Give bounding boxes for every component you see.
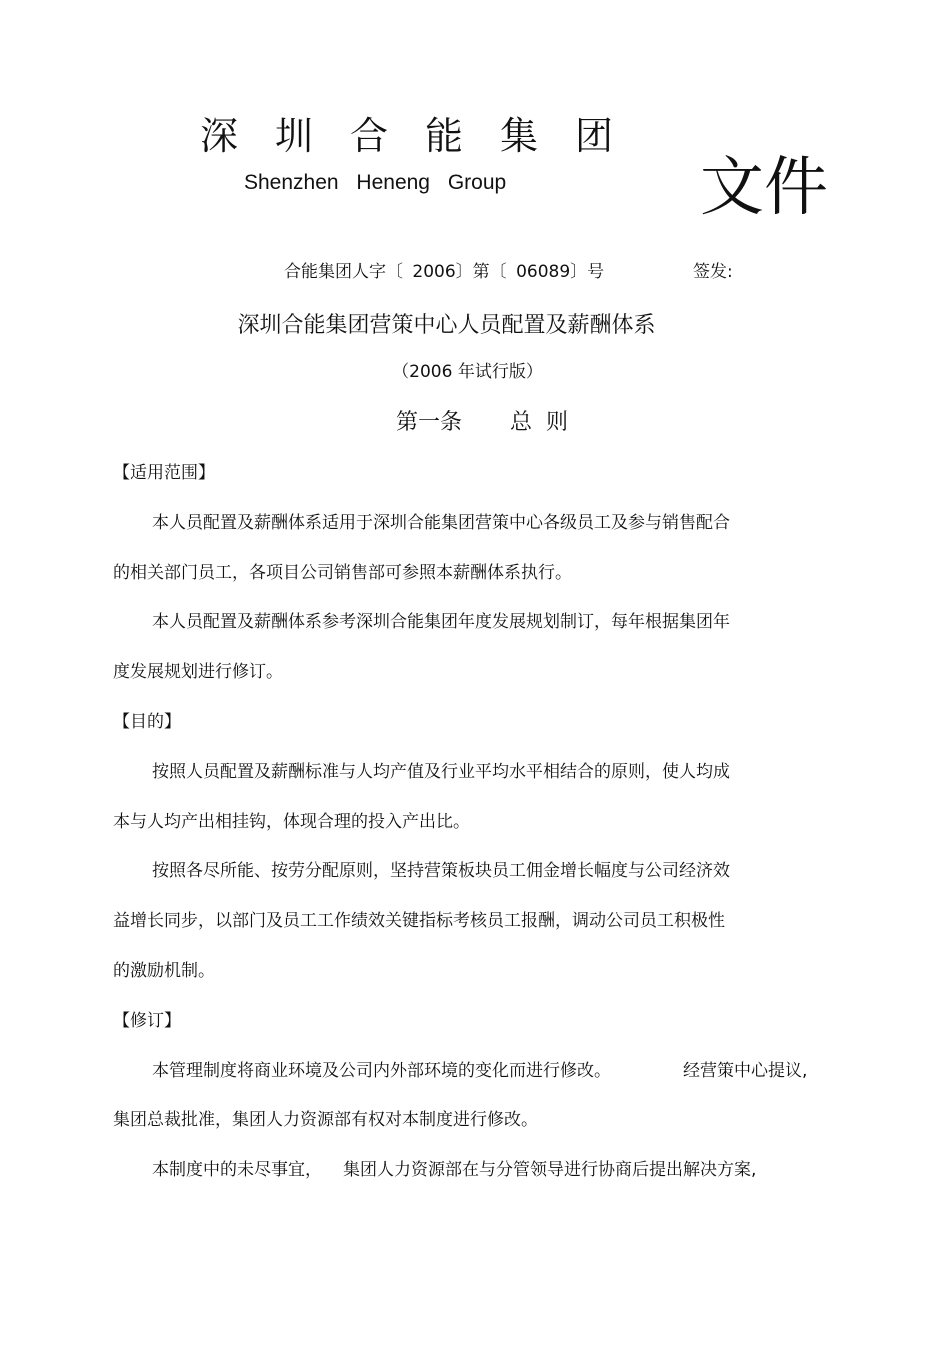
document-type-label: 文件 (700, 151, 828, 225)
paragraph-line: 按照各尽所能、按劳分配原则，坚持营策板块员工佣金增长幅度与公司经济效 (152, 861, 730, 881)
section-heading-scope: 【适用范围】 (113, 463, 215, 483)
chapter-title (396, 408, 568, 438)
document-edition: （2006 年试行版） (392, 362, 543, 382)
paragraph-line: 本与人均产出相挂钩，体现合理的投入产出比。 (113, 812, 470, 832)
paragraph-line: 的相关部门员工，各项目公司销售部可参照本薪酬体系执行。 (113, 563, 572, 583)
paragraph-line-continuation: 集团人力资源部在与分管领导进行协商后提出解决方案, (343, 1160, 757, 1180)
chapter-name-part2: 则 (546, 410, 569, 435)
paragraph-line: 本人员配置及薪酬体系适用于深圳合能集团营策中心各级员工及参与销售配合 (152, 513, 730, 533)
section-heading-revision: 【修订】 (113, 1011, 181, 1031)
signature-label: 签发: (693, 262, 733, 282)
paragraph-line: 本人员配置及薪酬体系参考深圳合能集团年度发展规划制订，每年根据集团年 (152, 612, 730, 632)
paragraph-line: 本制度中的未尽事宜， (152, 1160, 322, 1180)
paragraph-line: 按照人员配置及薪酬标准与人均产值及行业平均水平相结合的原则，使人均成 (152, 762, 730, 782)
company-name-cn: 深圳合能集团 (200, 114, 651, 158)
company-name-en: Shenzhen Heneng Group (244, 171, 507, 194)
document-title: 深圳合能集团营策中心人员配置及薪酬体系 (237, 313, 656, 338)
document-number: 合能集团人字〔 2006〕第〔 06089〕号 (284, 262, 605, 282)
paragraph-line: 本管理制度将商业环境及公司内外部环境的变化而进行修改。 (152, 1061, 611, 1081)
section-heading-purpose: 【目的】 (113, 712, 181, 732)
paragraph-line: 的激励机制。 (113, 961, 215, 981)
chapter-number: 第一条 (396, 410, 463, 435)
paragraph-line: 益增长同步，以部门及员工工作绩效关键指标考核员工报酬，调动公司员工积极性 (113, 911, 725, 931)
chapter-name-part1: 总 (510, 410, 533, 435)
paragraph-line: 集团总裁批准，集团人力资源部有权对本制度进行修改。 (113, 1110, 538, 1130)
paragraph-line-continuation: 经营策中心提议, (683, 1061, 808, 1081)
paragraph-line: 度发展规划进行修订。 (113, 662, 283, 682)
